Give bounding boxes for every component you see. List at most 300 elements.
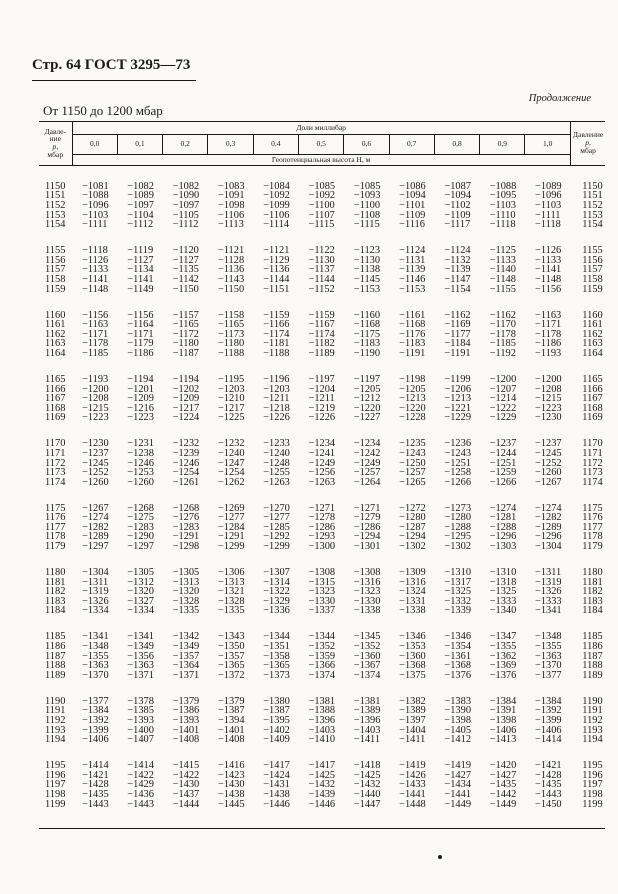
height-cell: −1082 (172, 180, 200, 192)
height-cell: −1322 (263, 586, 290, 598)
height-cell: −1429 (127, 779, 154, 791)
group-spacer (354, 294, 389, 310)
height-column (253, 294, 298, 358)
group-spacer (45, 230, 72, 246)
height-cell: −1218 (263, 402, 290, 414)
height-cell: −1260 (127, 476, 154, 488)
height-column (525, 616, 570, 680)
height-cell: −1100 (353, 200, 381, 212)
group-spacer (399, 166, 434, 182)
pressure-cell: 1164 (45, 347, 66, 359)
group-spacer (82, 680, 117, 696)
group-spacer (308, 230, 343, 246)
group-spacer (490, 294, 525, 310)
height-cell: −1188 (263, 347, 290, 359)
height-cell: −1239 (172, 447, 200, 459)
height-cell: −1428 (82, 779, 109, 791)
group-spacer (263, 487, 298, 503)
height-cell: −1123 (353, 245, 381, 257)
height-cell: −1211 (263, 393, 290, 405)
height-cell: −1277 (217, 512, 245, 524)
height-cell: −1320 (172, 586, 200, 598)
height-cell: −1185 (489, 338, 516, 350)
height-column (434, 616, 479, 680)
height-cell: −1355 (489, 641, 517, 652)
height-cell: −1438 (263, 788, 290, 800)
height-column (298, 487, 343, 551)
height-column (72, 294, 117, 358)
height-cell: −1171 (127, 328, 154, 340)
column-header: 0,1 (117, 134, 162, 154)
pressure-cell: 1162 (45, 328, 66, 340)
height-column (253, 165, 298, 230)
height-cell: −1280 (399, 512, 426, 524)
height-cell: −1341 (534, 605, 562, 617)
height-cell: −1133 (489, 254, 516, 266)
pressure-cell: 1199 (45, 798, 66, 810)
height-cell: −1399 (534, 714, 562, 726)
group-spacer (127, 359, 162, 375)
height-cell: −1439 (308, 788, 336, 800)
group-spacer (582, 487, 605, 503)
pressure-height-table (39, 121, 605, 829)
height-cell: −1309 (399, 567, 426, 579)
height-cell: −1084 (263, 180, 290, 192)
height-cell: −1448 (399, 798, 426, 810)
height-cell: −1156 (534, 283, 562, 295)
pressure-cell: 1182 (45, 586, 66, 598)
height-cell: −1397 (399, 714, 426, 726)
height-cell: −1274 (82, 512, 109, 524)
height-cell: −1216 (127, 402, 154, 414)
height-cell: −1144 (308, 274, 335, 286)
height-column (480, 165, 525, 230)
height-cell: −1180 (217, 338, 245, 350)
height-cell: −1310 (489, 567, 517, 579)
pressure-column (570, 552, 605, 616)
height-cell: −1240 (217, 447, 245, 459)
height-cell: −1412 (444, 734, 472, 746)
pressure-cell: 1152 (582, 200, 603, 212)
height-cell: −1203 (263, 383, 290, 395)
height-cell: −1375 (399, 669, 426, 681)
group-spacer (218, 230, 253, 246)
height-cell: −1223 (534, 402, 562, 414)
group-spacer (444, 616, 479, 632)
pressure-cell: 1197 (45, 779, 66, 791)
height-cell: −1342 (172, 631, 200, 643)
row-group (39, 487, 605, 551)
height-column (208, 230, 253, 294)
group-spacer (582, 616, 605, 632)
height-cell: −1386 (172, 705, 200, 717)
pressure-cell: 1184 (45, 605, 66, 617)
height-column (163, 423, 208, 487)
height-cell: −1238 (127, 447, 154, 459)
height-cell: −1317 (444, 576, 472, 588)
height-cell: −1208 (534, 383, 562, 395)
height-cell: −1430 (172, 779, 200, 791)
height-cell: −1406 (82, 734, 109, 746)
height-cell: −1136 (263, 264, 290, 276)
pressure-header-left-line: p, (52, 142, 59, 152)
height-cell: −1273 (444, 502, 472, 514)
height-cell: −1090 (172, 190, 200, 202)
height-cell: −1266 (489, 476, 517, 488)
height-cell: −1209 (172, 393, 200, 405)
group-spacer (82, 552, 117, 568)
height-cell: −1408 (172, 734, 200, 746)
height-cell: −1308 (308, 567, 336, 579)
pressure-cell: 1187 (45, 650, 66, 662)
group-spacer (444, 680, 479, 696)
height-cell: −1291 (172, 531, 200, 543)
pressure-header-left-line: мбар (47, 150, 64, 160)
height-column (253, 616, 298, 680)
pressure-cell: 1165 (45, 373, 66, 385)
height-cell: −1205 (353, 383, 381, 395)
height-cell: −1423 (217, 769, 245, 781)
height-cell: −1165 (172, 319, 199, 331)
group-spacer (263, 423, 298, 439)
height-cell: −1162 (489, 309, 516, 321)
group-spacer (582, 745, 605, 761)
height-cell: −1449 (489, 798, 517, 810)
height-column (253, 487, 298, 551)
group-spacer (582, 230, 605, 246)
height-cell: −1101 (399, 200, 426, 212)
height-cell: −1174 (263, 328, 290, 340)
height-cell: −1268 (127, 502, 154, 514)
group-spacer (45, 680, 72, 696)
height-cell: −1295 (444, 531, 472, 543)
height-cell: −1394 (217, 714, 245, 726)
pressure-cell: 1179 (45, 541, 66, 553)
height-cell: −1372 (217, 669, 245, 681)
height-cell: −1150 (172, 283, 199, 295)
height-column (117, 745, 162, 809)
height-column (117, 616, 162, 680)
height-cell: −1147 (444, 274, 471, 286)
height-cell: −1179 (127, 338, 154, 350)
height-cell: −1347 (489, 631, 517, 643)
group-spacer (218, 423, 253, 439)
height-cell: −1343 (217, 631, 245, 643)
height-cell: −1418 (353, 760, 381, 772)
height-cell: −1248 (263, 457, 290, 469)
pressure-cell: 1155 (582, 245, 603, 257)
height-cell: −1119 (127, 245, 154, 257)
pressure-cell: 1161 (45, 319, 66, 331)
height-column (344, 423, 389, 487)
height-column (117, 487, 162, 551)
height-column (163, 552, 208, 616)
height-cell: −1363 (127, 660, 154, 672)
height-cell: −1146 (399, 274, 426, 286)
height-cell: −1283 (172, 521, 200, 533)
pressure-cell: 1186 (45, 641, 66, 652)
height-column (344, 294, 389, 358)
pressure-column (570, 745, 605, 809)
height-cell: −1233 (263, 438, 290, 450)
height-cell: −1217 (172, 402, 200, 414)
height-cell: −1130 (308, 254, 335, 266)
group-spacer (45, 423, 72, 439)
height-cell: −1314 (263, 576, 290, 588)
height-cell: −1369 (489, 660, 517, 672)
height-column (163, 616, 208, 680)
height-cell: −1097 (127, 200, 154, 212)
height-cell: −1282 (82, 521, 109, 533)
height-cell: −1181 (263, 338, 290, 350)
height-cell: −1348 (534, 631, 562, 643)
height-cell: −1368 (444, 660, 472, 672)
pressure-cell: 1190 (582, 695, 603, 707)
height-cell: −1284 (217, 521, 245, 533)
height-cell: −1312 (127, 576, 154, 588)
pressure-cell: 1176 (45, 512, 66, 524)
height-cell: −1349 (127, 641, 154, 652)
height-cell: −1319 (82, 586, 109, 598)
pressure-cell: 1194 (582, 734, 603, 746)
group-spacer (535, 680, 570, 696)
column-header: 0,7 (389, 134, 434, 154)
group-spacer (444, 166, 479, 182)
height-cell: −1116 (399, 219, 425, 231)
pressure-cell: 1195 (45, 760, 66, 772)
height-cell: −1221 (444, 402, 472, 414)
height-cell: −1139 (399, 264, 426, 276)
group-spacer (444, 423, 479, 439)
group-spacer (354, 359, 389, 375)
group-spacer (263, 680, 298, 696)
height-column (253, 680, 298, 744)
pressure-cell: 1192 (582, 714, 603, 726)
continuation-label: Продолжение (528, 93, 591, 104)
height-cell: −1380 (263, 695, 290, 707)
height-cell: −1281 (489, 512, 517, 524)
height-cell: −1118 (489, 219, 516, 231)
height-column (72, 487, 117, 551)
group-spacer (444, 552, 479, 568)
row-group (39, 165, 605, 230)
height-cell: −1305 (172, 567, 200, 579)
pressure-cell: 1189 (45, 669, 66, 681)
height-cell: −1274 (534, 502, 562, 514)
height-cell: −1403 (308, 724, 336, 736)
height-cell: −1141 (534, 264, 562, 276)
height-cell: −1330 (353, 595, 381, 607)
column-header: 0,3 (208, 134, 253, 154)
group-spacer (490, 359, 525, 375)
pressure-cell: 1166 (582, 383, 603, 395)
pressure-cell: 1152 (45, 200, 66, 212)
pressure-cell: 1182 (582, 586, 603, 598)
pressure-column (39, 745, 72, 809)
height-column (72, 423, 117, 487)
height-cell: −1260 (534, 467, 562, 479)
height-cell: −1392 (534, 705, 562, 717)
pressure-cell: 1158 (45, 274, 66, 286)
height-column (298, 680, 343, 744)
height-cell: −1209 (127, 393, 154, 405)
group-spacer (173, 359, 208, 375)
group-spacer (173, 680, 208, 696)
height-cell: −1437 (172, 788, 200, 800)
height-column (434, 680, 479, 744)
group-spacer (263, 166, 298, 182)
pressure-cell: 1164 (582, 347, 603, 359)
pressure-column (39, 552, 72, 616)
height-cell: −1091 (217, 190, 245, 202)
height-cell: −1374 (308, 669, 336, 681)
fraction-header: Доли миллибар (72, 122, 570, 134)
height-cell: −1355 (82, 650, 109, 662)
height-cell: −1404 (399, 724, 426, 736)
height-cell: −1251 (489, 457, 517, 469)
height-cell: −1320 (127, 586, 154, 598)
pressure-cell: 1163 (45, 338, 66, 350)
height-cell: −1382 (399, 695, 426, 707)
height-column (434, 294, 479, 358)
height-cell: −1296 (534, 531, 562, 543)
pressure-cell: 1180 (45, 567, 66, 579)
height-cell: −1191 (444, 347, 471, 359)
range-title: От 1150 до 1200 мбар (43, 103, 163, 118)
height-cell: −1226 (263, 412, 290, 424)
height-cell: −1149 (127, 283, 154, 295)
height-cell: −1419 (444, 760, 472, 772)
height-cell: −1344 (263, 631, 290, 643)
height-cell: −1171 (534, 319, 562, 331)
height-column (208, 487, 253, 551)
height-cell: −1398 (444, 714, 472, 726)
height-cell: −1148 (534, 274, 562, 286)
height-cell: −1414 (82, 760, 109, 772)
height-cell: −1265 (399, 476, 426, 488)
height-cell: −1089 (534, 180, 562, 192)
height-cell: −1222 (489, 402, 517, 414)
height-cell: −1086 (399, 180, 426, 192)
height-cell: −1370 (82, 669, 109, 681)
height-cell: −1301 (353, 541, 381, 553)
group-spacer (582, 552, 605, 568)
height-cell: −1422 (127, 769, 154, 781)
height-cell: −1331 (399, 595, 426, 607)
pressure-cell: 1163 (582, 338, 603, 350)
height-cell: −1411 (399, 734, 426, 746)
height-cell: −1365 (217, 660, 245, 672)
height-column (208, 552, 253, 616)
pressure-cell: 1151 (582, 190, 603, 202)
pressure-cell: 1166 (45, 383, 66, 395)
height-cell: −1133 (82, 264, 109, 276)
height-cell: −1438 (217, 788, 245, 800)
height-column (344, 487, 389, 551)
height-cell: −1142 (172, 274, 199, 286)
group-spacer (308, 552, 343, 568)
pressure-cell: 1162 (582, 328, 603, 340)
height-cell: −1389 (353, 705, 381, 717)
height-cell: −1407 (127, 734, 154, 746)
height-cell: −1124 (444, 245, 471, 257)
height-cell: −1089 (127, 190, 154, 202)
height-cell: −1263 (308, 476, 336, 488)
height-cell: −1148 (82, 283, 109, 295)
height-cell: −1298 (172, 541, 200, 553)
height-cell: −1286 (353, 521, 381, 533)
height-cell: −1335 (217, 605, 245, 617)
pressure-cell: 1156 (45, 254, 66, 266)
height-cell: −1425 (308, 769, 336, 781)
height-cell: −1215 (82, 402, 109, 414)
pressure-column (570, 165, 605, 230)
pressure-cell: 1192 (45, 714, 66, 726)
height-cell: −1253 (127, 467, 154, 479)
pressure-cell: 1195 (582, 760, 603, 772)
height-cell: −1228 (399, 412, 426, 424)
height-cell: −1103 (82, 209, 109, 221)
height-cell: −1325 (444, 586, 472, 598)
height-column (389, 552, 434, 616)
height-cell: −1245 (534, 447, 562, 459)
height-cell: −1354 (444, 641, 472, 652)
group-spacer (490, 423, 525, 439)
height-column (480, 230, 525, 294)
height-column (389, 423, 434, 487)
height-cell: −1100 (308, 200, 335, 212)
pressure-cell: 1196 (45, 769, 66, 781)
height-cell: −1446 (263, 798, 290, 810)
height-cell: −1109 (444, 209, 471, 221)
height-cell: −1127 (127, 254, 154, 266)
height-cell: −1352 (353, 641, 381, 652)
height-cell: −1191 (399, 347, 426, 359)
pressure-cell: 1172 (582, 457, 603, 469)
height-cell: −1350 (217, 641, 245, 652)
column-header: 0,9 (480, 134, 525, 154)
height-cell: −1293 (308, 531, 336, 543)
height-cell: −1136 (217, 264, 245, 276)
height-cell: −1337 (308, 605, 336, 617)
height-cell: −1328 (217, 595, 245, 607)
group-spacer (82, 487, 117, 503)
height-cell: −1188 (217, 347, 245, 359)
height-cell: −1289 (534, 521, 562, 533)
height-cell: −1230 (534, 412, 562, 424)
height-column (72, 230, 117, 294)
group-spacer (173, 294, 208, 310)
height-cell: −1162 (444, 309, 471, 321)
height-cell: −1391 (489, 705, 517, 717)
height-column (117, 423, 162, 487)
pressure-cell: 1189 (582, 669, 603, 681)
group-spacer (127, 552, 162, 568)
height-cell: −1326 (82, 595, 109, 607)
group-spacer (444, 230, 479, 246)
height-cell: −1288 (444, 521, 472, 533)
height-cell: −1201 (127, 383, 154, 395)
row-group (39, 423, 605, 487)
height-column (298, 359, 343, 423)
height-cell: −1152 (308, 283, 335, 295)
height-cell: −1326 (534, 586, 562, 598)
group-spacer (490, 166, 525, 182)
group-spacer (45, 745, 72, 761)
height-cell: −1111 (534, 209, 561, 221)
height-cell: −1344 (308, 631, 336, 643)
height-cell: −1124 (399, 245, 426, 257)
